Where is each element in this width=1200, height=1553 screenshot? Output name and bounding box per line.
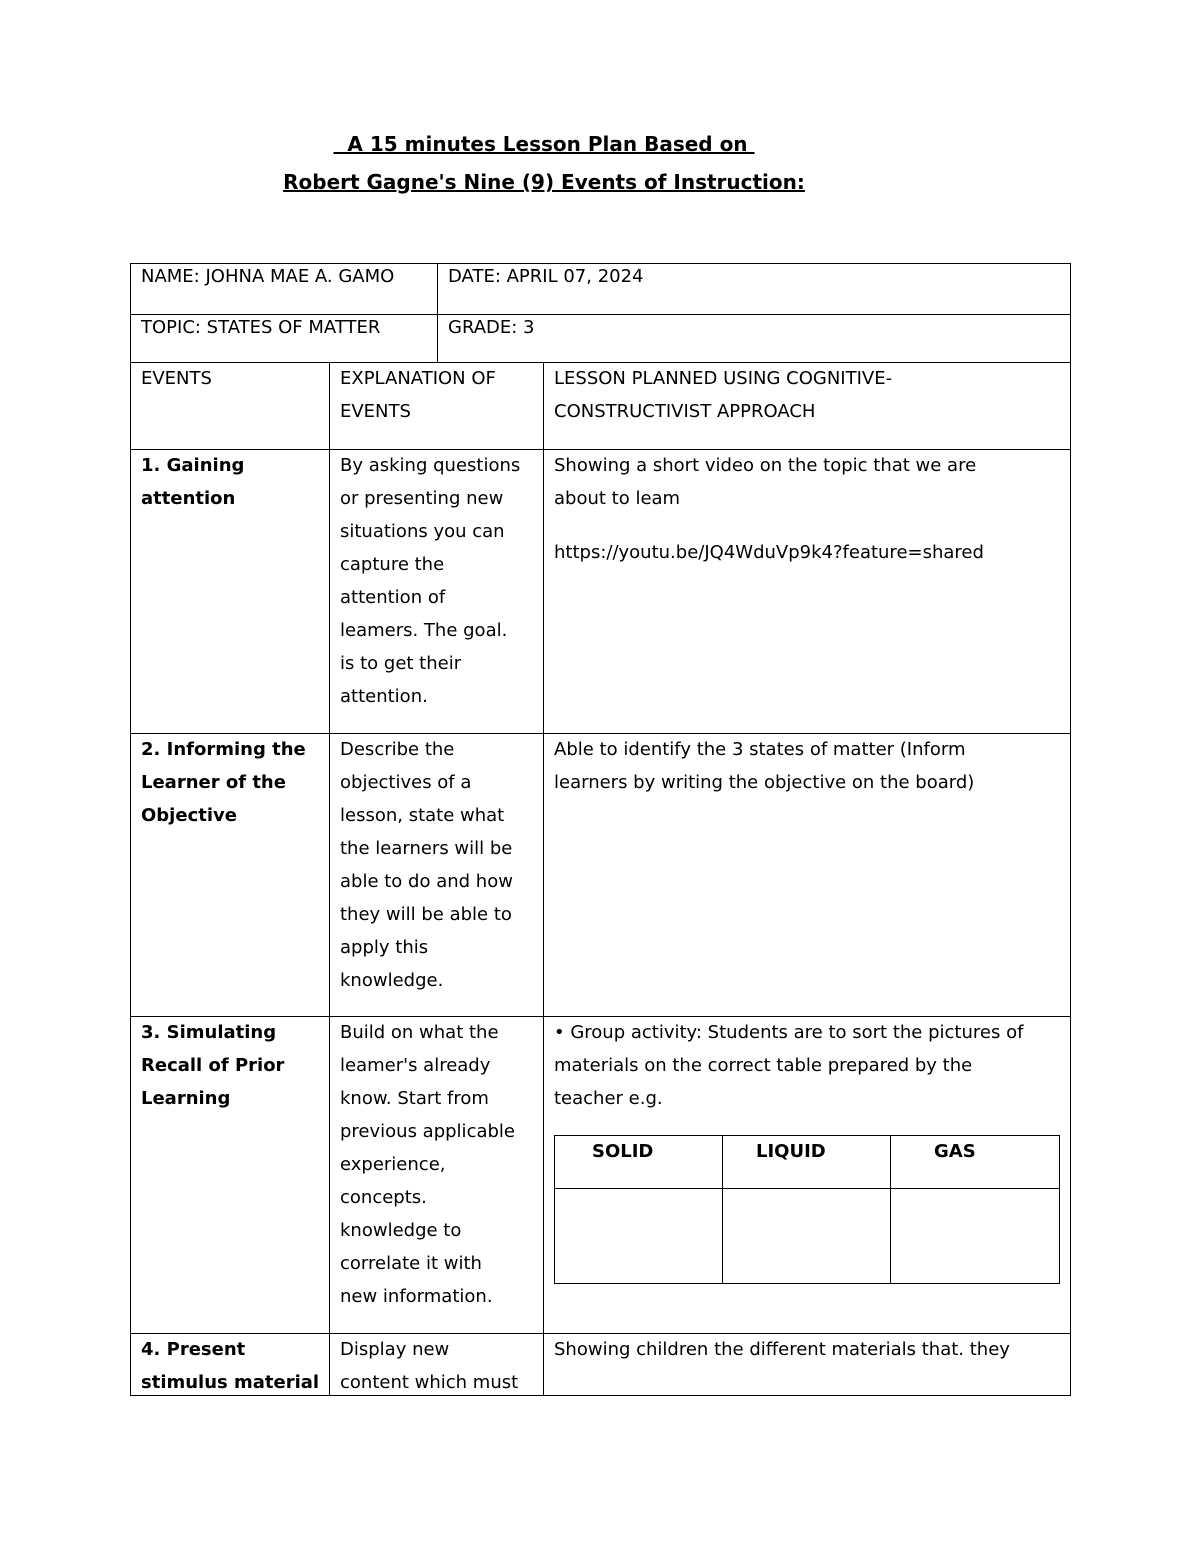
- event-line: Learner of the: [141, 772, 286, 793]
- event-line: stimulus material: [141, 1372, 320, 1393]
- row-4-explanation: [340, 1333, 540, 1399]
- sort-table-divider: [554, 1188, 1060, 1189]
- lesson-line: materials on the correct table prepared by the: [554, 1055, 973, 1076]
- video-link[interactable]: https://youtu.be/JQ4WduVp9k4?feature=shared: [554, 542, 984, 563]
- event-line: Objective: [141, 805, 237, 826]
- name-cell: [141, 260, 431, 293]
- lesson-line: teacher e.g.: [554, 1088, 663, 1109]
- explanation-line: new information.: [340, 1286, 493, 1307]
- event-line: attention: [141, 488, 236, 509]
- date-cell: [448, 260, 1048, 293]
- row-2-explanation: [340, 733, 540, 997]
- explanation-line: concepts.: [340, 1187, 427, 1208]
- explanation-line: Display new: [340, 1339, 450, 1360]
- sort-header-liquid: LIQUID: [756, 1141, 826, 1162]
- explanation-line: is to get their: [340, 653, 462, 674]
- header-explanation: [340, 362, 540, 428]
- explanation-line: objectives of a: [340, 772, 472, 793]
- event-line: 2. Informing the: [141, 739, 306, 760]
- explanation-line: Build on what the: [340, 1022, 499, 1043]
- explanation-line: able to do and how: [340, 871, 513, 892]
- event-line: 1. Gaining: [141, 455, 245, 476]
- lesson-line: Showing a short video on the topic that we are: [554, 455, 977, 476]
- explanation-line: capture the: [340, 554, 445, 575]
- row-4-lesson: [554, 1333, 1064, 1366]
- header-lesson-line: LESSON PLANNED USING COGNITIVE-: [554, 368, 893, 389]
- column-divider: [329, 362, 330, 1396]
- event-line: 4. Present: [141, 1339, 246, 1360]
- lesson-line: learners by writing the objective on the board): [554, 772, 975, 793]
- title-line-2: Robert Gagne's Nine (9) Events of Instruction:: [283, 170, 805, 194]
- explanation-line: leamer's already: [340, 1055, 491, 1076]
- sort-header-solid: SOLID: [592, 1141, 654, 1162]
- explanation-line: the learners will be: [340, 838, 513, 859]
- lesson-line: Able to identify the 3 states of matter (Inform: [554, 739, 966, 760]
- explanation-line: leamers. The goal.: [340, 620, 508, 641]
- explanation-line: lesson, state what: [340, 805, 505, 826]
- header-lesson: [554, 362, 1064, 428]
- sort-table-divider: [722, 1135, 723, 1284]
- row-4-event: [141, 1333, 326, 1399]
- column-divider: [437, 263, 438, 362]
- header-events-text: EVENTS: [141, 368, 212, 389]
- row-3-lesson: [554, 1016, 1064, 1115]
- explanation-line: content which must: [340, 1372, 519, 1393]
- sort-header-gas: GAS: [934, 1141, 976, 1162]
- explanation-line: previous applicable: [340, 1121, 515, 1142]
- row-2-event: [141, 733, 326, 832]
- explanation-line: attention.: [340, 686, 428, 707]
- grade-text: GRADE: 3: [448, 317, 535, 338]
- grade-cell: [448, 311, 1048, 344]
- name-text: NAME: JOHNA MAE A. GAMO: [141, 266, 395, 287]
- lesson-line: about to leam: [554, 488, 681, 509]
- explanation-line: or presenting new: [340, 488, 504, 509]
- explanation-line: By asking questions: [340, 455, 521, 476]
- row-1-explanation: [340, 449, 540, 713]
- explanation-line: situations you can: [340, 521, 505, 542]
- row-1-lesson: [554, 449, 1064, 569]
- event-line: 3. Simulating: [141, 1022, 277, 1043]
- header-explanation-line: EXPLANATION OF: [340, 368, 496, 389]
- sort-table-divider: [890, 1135, 891, 1284]
- event-line: Learning: [141, 1088, 231, 1109]
- column-divider: [543, 362, 544, 1396]
- explanation-line: Describe the: [340, 739, 455, 760]
- explanation-line: attention of: [340, 587, 446, 608]
- lesson-line: Showing children the different materials that. they: [554, 1339, 1010, 1360]
- event-line: Recall of Prior: [141, 1055, 285, 1076]
- explanation-line: know. Start from: [340, 1088, 489, 1109]
- explanation-line: experience,: [340, 1154, 446, 1175]
- topic-text: TOPIC: STATES OF MATTER: [141, 317, 381, 338]
- explanation-line: knowledge to: [340, 1220, 462, 1241]
- date-text: DATE: APRIL 07, 2024: [448, 266, 644, 287]
- title-line-1: A 15 minutes Lesson Plan Based on: [333, 132, 755, 156]
- explanation-line: knowledge.: [340, 970, 444, 991]
- header-lesson-line: CONSTRUCTIVIST APPROACH: [554, 401, 816, 422]
- explanation-line: correlate it with: [340, 1253, 482, 1274]
- row-3-event: [141, 1016, 326, 1115]
- lesson-line: • Group activity: Students are to sort the pictures of: [554, 1022, 1024, 1043]
- explanation-line: apply this: [340, 937, 429, 958]
- explanation-line: they will be able to: [340, 904, 512, 925]
- row-1-event: [141, 449, 326, 515]
- header-events: [141, 362, 326, 395]
- header-explanation-line: EVENTS: [340, 401, 411, 422]
- topic-cell: [141, 311, 431, 344]
- row-3-explanation: [340, 1016, 540, 1313]
- row-2-lesson: [554, 733, 1064, 799]
